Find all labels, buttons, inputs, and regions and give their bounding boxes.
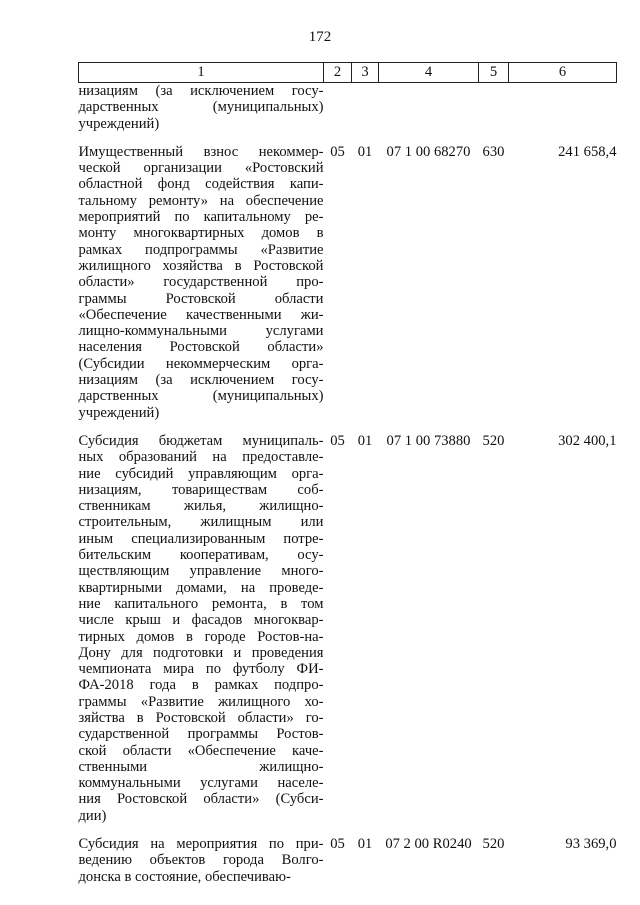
description-line: ведению объектов города Волго- (78, 852, 324, 869)
description-line: монту многоквартирных домов в (78, 225, 324, 242)
budget-table (78, 62, 617, 897)
description-line: дарственных (муниципальных) (78, 388, 324, 405)
description-line: низациям, товариществам соб- (78, 481, 324, 498)
expense-type-code (479, 83, 509, 144)
description-line: ственными жилищно- (78, 758, 324, 775)
description-line: ской области «Обеспечение каче- (78, 742, 324, 759)
target-article-code (379, 83, 479, 144)
description-line: ственникам жилья, жилищно- (78, 498, 324, 515)
target-article-code: 07 1 00 68270 (386, 143, 471, 160)
description-line: чемпионата мира по футболу ФИ- (78, 661, 324, 678)
column-header-1: 1 (79, 63, 324, 83)
description-line: учреждений) (78, 404, 160, 421)
description-line: области» государственной про- (78, 274, 324, 291)
description-line: числе крыш и фасадов многоквар- (78, 612, 324, 629)
description-line: ние субсидий управляющим орга- (78, 465, 324, 482)
section-code (324, 83, 352, 144)
amount (509, 83, 617, 144)
page-number: 172 (308, 29, 332, 45)
description-line: ФА-2018 года в рамках подпро- (78, 677, 324, 694)
table-body (79, 83, 617, 897)
row-description (79, 83, 324, 144)
subsection-code: 01 (357, 143, 373, 160)
amount: 93 369,0 (565, 836, 617, 853)
description-line: учреждений) (78, 115, 160, 132)
description-line: строительным, жилищным или (78, 514, 324, 531)
description-line: коммунальными услугами населе- (78, 775, 324, 792)
description-line: Субсидия на мероприятия по при- (78, 836, 324, 853)
description-line: низациям (за исключением госу- (78, 83, 324, 99)
description-line: граммы «Развитие жилищного хо- (78, 693, 324, 710)
amount: 302 400,1 (558, 432, 617, 449)
row-description (79, 433, 324, 836)
amount: 241 658,4 (558, 143, 617, 160)
description-line: низациям (за исключением госу- (78, 372, 324, 389)
column-header-4: 4 (379, 63, 479, 83)
description-line: Субсидия бюджетам муниципаль- (78, 432, 324, 449)
subsection-code: 01 (357, 432, 373, 449)
table-row (79, 83, 617, 144)
row-description (79, 836, 324, 897)
description-line: «Обеспечение качественными жи- (78, 306, 324, 323)
table-row (79, 836, 617, 897)
description-line: тирных домов в городе Ростов-на- (78, 628, 324, 645)
description-line: ных образований на предоставле- (78, 449, 324, 466)
target-article-code: 07 2 00 R0240 (385, 836, 472, 853)
subsection-code: 01 (357, 836, 373, 853)
description-line: ние капитального ремонта, в том (78, 595, 324, 612)
description-line: (Субсидии некоммерческим орга- (78, 355, 324, 372)
description-line: ществляющим управление много- (78, 563, 324, 580)
description-line: населения Ростовской области» (78, 339, 324, 356)
description-line: квартирными домами, на проведе- (78, 579, 324, 596)
description-line: граммы Ростовской области (78, 290, 324, 307)
description-line: зяйства в Ростовской области» го- (78, 709, 324, 726)
column-header-2: 2 (324, 63, 352, 83)
description-line: Дону для подготовки и проведения (78, 644, 324, 661)
section-code: 05 (330, 836, 345, 853)
description-line: мероприятий по капитальному ре- (78, 209, 324, 226)
description-line: Имущественный взнос некоммер- (78, 143, 324, 160)
column-header-5: 5 (479, 63, 509, 83)
description-line: тальному ремонту» на обеспечение (78, 192, 324, 209)
description-line: дарственных (муниципальных) (78, 99, 324, 116)
column-header-3: 3 (352, 63, 379, 83)
section-code: 05 (330, 432, 345, 449)
expense-type-code: 630 (482, 143, 505, 160)
description-line: областной фонд содействия капи- (78, 176, 324, 193)
section-code: 05 (330, 143, 345, 160)
description-line: дии) (78, 807, 107, 824)
description-line: лищно-коммунальными услугами (78, 323, 324, 340)
expense-type-code: 520 (482, 836, 505, 853)
description-line: бительским кооперативам, осу- (78, 547, 324, 564)
description-line: сударственной программы Ростов- (78, 726, 324, 743)
description-line: иным специализированным потре- (78, 530, 324, 547)
subsection-code (352, 83, 379, 144)
description-line: донска в состояние, обеспечиваю- (78, 868, 291, 885)
expense-type-code: 520 (482, 432, 505, 449)
target-article-code: 07 1 00 73880 (386, 432, 471, 449)
description-line: жилищного хозяйства в Ростовской (78, 257, 324, 274)
description-line: ния Ростовской области» (Субси- (78, 791, 324, 808)
row-description (79, 144, 324, 433)
description-line: рамках подпрограммы «Развитие (78, 241, 324, 258)
table-header (79, 63, 617, 83)
description-line: ческой организации «Ростовский (78, 160, 324, 177)
table-row (79, 144, 617, 433)
table-row (79, 433, 617, 836)
column-header-6: 6 (509, 63, 617, 83)
